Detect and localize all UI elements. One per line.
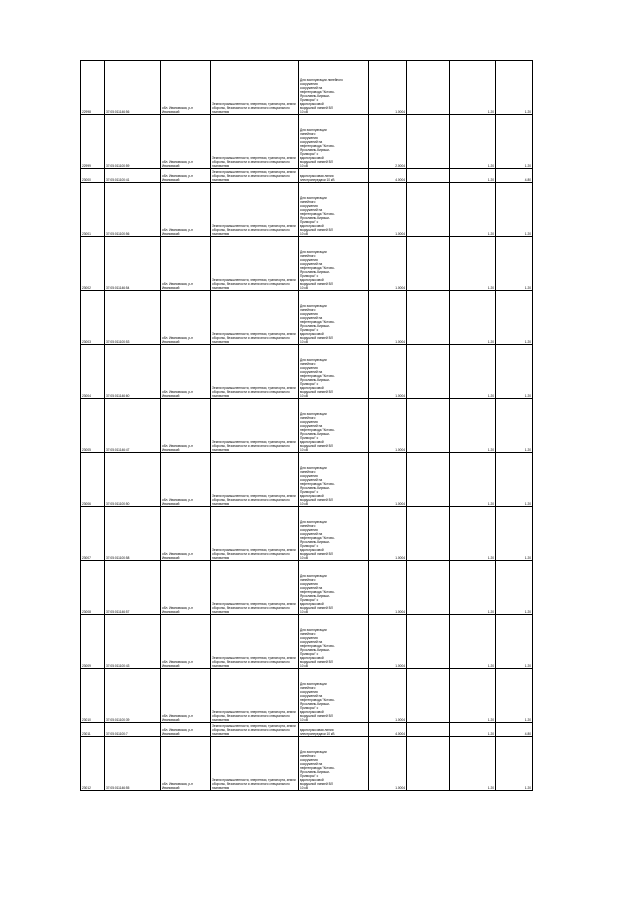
total-value: 1.20 [496, 453, 533, 507]
permitted-use-line: Ярославль-Кириши- [300, 324, 330, 328]
permitted-use [299, 507, 369, 561]
address: обл. Ивановская, р-н Ивановский [161, 723, 211, 737]
permitted-use-line: линейного [300, 632, 316, 636]
empty-cell [407, 169, 450, 183]
permitted-use-line: сооружения [300, 582, 318, 586]
empty-cell [407, 453, 450, 507]
empty-cell [407, 61, 450, 115]
permitted-use-line: воздушной линией ВЛ [300, 606, 333, 610]
table-row [81, 723, 533, 737]
permitted-use-line: Для эксплуатации [300, 520, 327, 524]
permitted-use-line: вдольтрассовой [300, 548, 324, 552]
row-number: 23010 [81, 669, 105, 723]
table-row [81, 237, 533, 291]
permitted-use-line: Для эксплуатации [300, 250, 327, 254]
permitted-use-line: сооружения [300, 136, 318, 140]
cadastral-number: 37:05:011100:58 [105, 507, 161, 561]
permitted-use-line: Ярославль-Кириши- [300, 378, 330, 382]
permitted-use-line: сооружения [300, 636, 318, 640]
permitted-use-line: вдольтрассовой [300, 710, 324, 714]
empty-cell [407, 183, 450, 237]
permitted-use-line: сооружений на [300, 208, 323, 212]
cadastral-number: 37:05:011146:60 [105, 345, 161, 399]
permitted-use-line: воздушной линией ВЛ [300, 714, 333, 718]
permitted-use-line: 10 кВ [300, 448, 308, 452]
area-value: 4.0004 [369, 169, 407, 183]
rate-value: 1.20 [450, 669, 496, 723]
permitted-use-line: сооружений на [300, 86, 323, 90]
permitted-use-line: 10 кВ [300, 164, 308, 168]
permitted-use-line: 10 кВ [300, 610, 308, 614]
cadastral-number: 37:05:011146:56 [105, 61, 161, 115]
address: обл. Ивановская, р-н Ивановский [161, 737, 211, 791]
permitted-use-line: Ярославль-Кириши- [300, 770, 330, 774]
permitted-use-line: сооружений на [300, 262, 323, 266]
permitted-use-line: нефтепровода "Кстово- [300, 590, 335, 594]
permitted-use-line: нефтепровода "Кстово- [300, 482, 335, 486]
permitted-use-line: воздушной линией ВЛ [300, 498, 333, 502]
empty-cell [407, 345, 450, 399]
land-category: Земли промышленности, энергетики, транспорта, земли обороны, безопасности и земли иного специального назначения [211, 507, 299, 561]
cadastral-number: 37:05:011100:53 [105, 291, 161, 345]
area-value: 4.0004 [369, 723, 407, 737]
permitted-use-line: Приморск" с [300, 598, 319, 602]
permitted-use-line: Приморск" с [300, 774, 319, 778]
area-value: 1.0004 [369, 183, 407, 237]
area-value: 1.0004 [369, 61, 407, 115]
permitted-use-line: воздушной линией ВЛ [300, 782, 333, 786]
permitted-use-line: сооружения [300, 474, 318, 478]
land-category: Земли промышленности, энергетики, транспорта, земли обороны, безопасности и земли иного специального назначения [211, 737, 299, 791]
row-number: 22999 [81, 115, 105, 169]
rate-value: 1.20 [450, 737, 496, 791]
table-row [81, 115, 533, 169]
area-value: 1.0004 [369, 669, 407, 723]
permitted-use [299, 615, 369, 669]
permitted-use-line: Ярославль-Кириши- [300, 94, 330, 98]
total-value: 1.20 [496, 561, 533, 615]
address: обл. Ивановская, р-н Ивановский [161, 291, 211, 345]
permitted-use-line: Для эксплуатации линейного [300, 78, 343, 82]
permitted-use-line: нефтепровода "Кстово- [300, 266, 335, 270]
permitted-use-line: сооружения [300, 204, 318, 208]
table-row [81, 399, 533, 453]
permitted-use [299, 561, 369, 615]
permitted-use-line: Ярославль-Кириши- [300, 216, 330, 220]
address: обл. Ивановская, р-н Ивановский [161, 453, 211, 507]
permitted-use-line: воздушной линией ВЛ [300, 160, 333, 164]
land-category: Земли промышленности, энергетики, транспорта, земли обороны, безопасности и земли иного специального назначения [211, 723, 299, 737]
rate-value: 1.20 [450, 615, 496, 669]
row-number: 23005 [81, 399, 105, 453]
permitted-use-line: вдольтрассовой [300, 656, 324, 660]
table-row [81, 345, 533, 399]
cadastral-number: 37:05:011100:50 [105, 453, 161, 507]
table-row [81, 291, 533, 345]
permitted-use-line: Для эксплуатации [300, 466, 327, 470]
permitted-use-line: вдольтрассовой [300, 156, 324, 160]
rate-value: 1.20 [450, 169, 496, 183]
table-row [81, 453, 533, 507]
empty-cell [407, 115, 450, 169]
rate-value: 1.20 [450, 183, 496, 237]
rate-value: 1.20 [450, 453, 496, 507]
permitted-use-line: нефтепровода "Кстово- [300, 536, 335, 540]
rate-value: 1.20 [450, 723, 496, 737]
permitted-use-line: вдольтрассовой [300, 494, 324, 498]
permitted-use-line: нефтепровода "Кстово- [300, 320, 335, 324]
permitted-use-line: вдольтрассовая линия [300, 174, 334, 178]
cadastral-number: 37:05:011100:59 [105, 115, 161, 169]
permitted-use-line: воздушной линией ВЛ [300, 336, 333, 340]
permitted-use-line: сооружений на [300, 532, 323, 536]
permitted-use [299, 737, 369, 791]
permitted-use-line: нефтепровода "Кстово- [300, 90, 335, 94]
permitted-use-line: Приморск" с [300, 490, 319, 494]
permitted-use-line: вдольтрассовой [300, 332, 324, 336]
permitted-use-line: вдольтрассовой [300, 102, 324, 106]
permitted-use-line: Ярославль-Кириши- [300, 270, 330, 274]
permitted-use-line: сооружений на [300, 762, 323, 766]
land-category: Земли промышленности, энергетики, транспорта, земли обороны, безопасности и земли иного специального назначения [211, 453, 299, 507]
total-value: 1.20 [496, 737, 533, 791]
table-row [81, 615, 533, 669]
area-value: 1.0004 [369, 561, 407, 615]
permitted-use-line: линейного [300, 200, 316, 204]
permitted-use-line: воздушной линией ВЛ [300, 390, 333, 394]
permitted-use-line: линейного [300, 754, 316, 758]
permitted-use-line: вдольтрассовой [300, 778, 324, 782]
total-value: 4.80 [496, 723, 533, 737]
permitted-use-line: Для эксплуатации [300, 412, 327, 416]
cadastral-number: 37:05:011146:47 [105, 399, 161, 453]
rate-value: 1.20 [450, 61, 496, 115]
row-number: 23006 [81, 453, 105, 507]
permitted-use-line: сооружений на [300, 478, 323, 482]
permitted-use-line: 10 кВ [300, 232, 308, 236]
permitted-use-line: сооружения [300, 690, 318, 694]
permitted-use-line: вдольтрассовая линия [300, 728, 334, 732]
total-value: 1.20 [496, 615, 533, 669]
permitted-use-line: линейного [300, 254, 316, 258]
empty-cell [407, 561, 450, 615]
row-number: 23001 [81, 183, 105, 237]
permitted-use-line: Для эксплуатации [300, 750, 327, 754]
rate-value: 1.20 [450, 237, 496, 291]
permitted-use-line: Приморск" с [300, 436, 319, 440]
area-value: 1.0004 [369, 237, 407, 291]
total-value: 1.20 [496, 115, 533, 169]
permitted-use-line: линейного [300, 308, 316, 312]
area-value: 1.0004 [369, 507, 407, 561]
permitted-use-line: Приморск" с [300, 220, 319, 224]
permitted-use [299, 169, 369, 183]
permitted-use-line: сооружений на [300, 370, 323, 374]
permitted-use-line: нефтепровода "Кстово- [300, 644, 335, 648]
permitted-use-line: Для эксплуатации [300, 304, 327, 308]
cadastral-number: 37:05:011146:54 [105, 237, 161, 291]
permitted-use-line: воздушной линией ВЛ [300, 106, 333, 110]
permitted-use-line: Ярославль-Кириши- [300, 594, 330, 598]
total-value: 1.20 [496, 291, 533, 345]
permitted-use-line: сооружения [300, 528, 318, 532]
permitted-use-line: Ярославль-Кириши- [300, 486, 330, 490]
cadastral-number: 37:05:011100:7 [105, 723, 161, 737]
permitted-use-line: нефтепровода "Кстово- [300, 698, 335, 702]
total-value: 1.20 [496, 507, 533, 561]
total-value: 1.20 [496, 183, 533, 237]
permitted-use-line: вдольтрассовой [300, 440, 324, 444]
area-value: 1.0004 [369, 291, 407, 345]
address: обл. Ивановская, р-н Ивановский [161, 399, 211, 453]
permitted-use-line: сооружений на [300, 586, 323, 590]
permitted-use-line: Ярославль-Кириши- [300, 648, 330, 652]
permitted-use-line: Ярославль-Кириши- [300, 702, 330, 706]
permitted-use-line: Для эксплуатации [300, 628, 327, 632]
permitted-use [299, 115, 369, 169]
table-row [81, 183, 533, 237]
land-category: Земли промышленности, энергетики, транспорта, земли обороны, безопасности и земли иного специального назначения [211, 169, 299, 183]
total-value: 4.80 [496, 169, 533, 183]
permitted-use-line: Ярославль-Кириши- [300, 432, 330, 436]
row-number: 23003 [81, 291, 105, 345]
permitted-use-line: воздушной линией ВЛ [300, 660, 333, 664]
empty-cell [407, 399, 450, 453]
row-number: 23009 [81, 615, 105, 669]
permitted-use-line: Для эксплуатации [300, 196, 327, 200]
land-category: Земли промышленности, энергетики, транспорта, земли обороны, безопасности и земли иного специального назначения [211, 115, 299, 169]
permitted-use-line: вдольтрассовой [300, 602, 324, 606]
permitted-use-line: 10 кВ [300, 718, 308, 722]
address: обл. Ивановская, р-н Ивановский [161, 61, 211, 115]
permitted-use-line: линейного [300, 132, 316, 136]
land-category: Земли промышленности, энергетики, транспорта, земли обороны, безопасности и земли иного специального назначения [211, 61, 299, 115]
permitted-use-line: Приморск" с [300, 652, 319, 656]
empty-cell [407, 615, 450, 669]
permitted-use-line: Приморск" с [300, 328, 319, 332]
permitted-use-line: сооружений на [300, 316, 323, 320]
permitted-use-line: воздушной линией ВЛ [300, 282, 333, 286]
permitted-use-line: сооружений на [300, 140, 323, 144]
permitted-use-line: нефтепровода "Кстово- [300, 766, 335, 770]
permitted-use-line: линейного [300, 686, 316, 690]
permitted-use-line: 10 кВ [300, 340, 308, 344]
permitted-use-line: линейного [300, 362, 316, 366]
table-row [81, 737, 533, 791]
cadastral-number: 37:05:011100:41 [105, 169, 161, 183]
permitted-use-line: Для эксплуатации [300, 682, 327, 686]
empty-cell [407, 723, 450, 737]
permitted-use-line: 10 кВ [300, 110, 308, 114]
permitted-use [299, 453, 369, 507]
empty-cell [407, 737, 450, 791]
permitted-use-line: Приморск" с [300, 544, 319, 548]
cadastral-number: 37:05:011100:39 [105, 669, 161, 723]
area-value: 1.0004 [369, 615, 407, 669]
area-value: 1.0004 [369, 737, 407, 791]
area-value: 2.0004 [369, 115, 407, 169]
land-category: Земли промышленности, энергетики, транспорта, земли обороны, безопасности и земли иного специального назначения [211, 183, 299, 237]
land-category: Земли промышленности, энергетики, транспорта, земли обороны, безопасности и земли иного специального назначения [211, 669, 299, 723]
empty-cell [407, 291, 450, 345]
permitted-use-line: Приморск" с [300, 706, 319, 710]
address: обл. Ивановская, р-н Ивановский [161, 561, 211, 615]
area-value: 1.0004 [369, 399, 407, 453]
permitted-use-line: Ярославль-Кириши- [300, 148, 330, 152]
permitted-use-line: Ярославль-Кириши- [300, 540, 330, 544]
table-row [81, 669, 533, 723]
table-row [81, 61, 533, 115]
cadastral-number: 37:05:011100:56 [105, 183, 161, 237]
permitted-use-line: воздушной линией ВЛ [300, 228, 333, 232]
permitted-use-line: 10 кВ [300, 286, 308, 290]
cadastral-number: 37:05:011100:43 [105, 615, 161, 669]
total-value: 1.20 [496, 61, 533, 115]
permitted-use-line: нефтепровода "Кстово- [300, 374, 335, 378]
permitted-use-line: Для эксплуатации [300, 574, 327, 578]
permitted-use-line: сооружений на [300, 694, 323, 698]
permitted-use-line: Приморск" с [300, 98, 319, 102]
permitted-use [299, 291, 369, 345]
row-number: 23008 [81, 561, 105, 615]
permitted-use-line: сооружения [300, 82, 318, 86]
area-value: 1.0004 [369, 345, 407, 399]
permitted-use-line: сооружения [300, 312, 318, 316]
permitted-use [299, 183, 369, 237]
permitted-use [299, 399, 369, 453]
permitted-use-line: 10 кВ [300, 502, 308, 506]
empty-cell [407, 669, 450, 723]
permitted-use-line: Приморск" с [300, 382, 319, 386]
permitted-use-line: сооружения [300, 366, 318, 370]
address: обл. Ивановская, р-н Ивановский [161, 115, 211, 169]
permitted-use [299, 723, 369, 737]
permitted-use-line: линейного [300, 578, 316, 582]
permitted-use-line: вдольтрассовой [300, 224, 324, 228]
land-category: Земли промышленности, энергетики, транспорта, земли обороны, безопасности и земли иного специального назначения [211, 561, 299, 615]
row-number: 23000 [81, 169, 105, 183]
permitted-use-line: линейного [300, 524, 316, 528]
table-row [81, 507, 533, 561]
address: обл. Ивановская, р-н Ивановский [161, 615, 211, 669]
permitted-use-line: нефтепровода "Кстово- [300, 212, 335, 216]
permitted-use-line: Приморск" с [300, 274, 319, 278]
permitted-use-line: сооружений на [300, 424, 323, 428]
permitted-use-line: 10 кВ [300, 394, 308, 398]
permitted-use-line: вдольтрассовой [300, 386, 324, 390]
permitted-use-line: 10 кВ [300, 664, 308, 668]
rate-value: 1.20 [450, 561, 496, 615]
address: обл. Ивановская, р-н Ивановский [161, 507, 211, 561]
permitted-use-line: линейного [300, 470, 316, 474]
row-number: 23002 [81, 237, 105, 291]
row-number: 23007 [81, 507, 105, 561]
rate-value: 1.20 [450, 291, 496, 345]
permitted-use-line: воздушной линией ВЛ [300, 444, 333, 448]
land-category: Земли промышленности, энергетики, транспорта, земли обороны, безопасности и земли иного специального назначения [211, 399, 299, 453]
total-value: 1.20 [496, 345, 533, 399]
address: обл. Ивановская, р-н Ивановский [161, 183, 211, 237]
permitted-use-line: воздушной линией ВЛ [300, 552, 333, 556]
land-category: Земли промышленности, энергетики, транспорта, земли обороны, безопасности и земли иного специального назначения [211, 615, 299, 669]
permitted-use-line: нефтепровода "Кстово- [300, 144, 335, 148]
table-row [81, 561, 533, 615]
empty-cell [407, 237, 450, 291]
address: обл. Ивановская, р-н Ивановский [161, 345, 211, 399]
land-category: Земли промышленности, энергетики, транспорта, земли обороны, безопасности и земли иного специального назначения [211, 345, 299, 399]
cadastral-number: 37:05:011146:55 [105, 737, 161, 791]
permitted-use-line: 10 кВ [300, 786, 308, 790]
permitted-use-line: Приморск" с [300, 152, 319, 156]
permitted-use-line: электропередачи 10 кВ [300, 178, 335, 182]
row-number: 23012 [81, 737, 105, 791]
total-value: 1.20 [496, 669, 533, 723]
cadastral-number: 37:05:011146:57 [105, 561, 161, 615]
table-row [81, 169, 533, 183]
rate-value: 1.20 [450, 399, 496, 453]
rate-value: 1.20 [450, 345, 496, 399]
total-value: 1.20 [496, 237, 533, 291]
permitted-use-line: сооружения [300, 420, 318, 424]
land-plots-table [80, 60, 533, 791]
permitted-use-line: сооружения [300, 758, 318, 762]
land-category: Земли промышленности, энергетики, транспорта, земли обороны, безопасности и земли иного специального назначения [211, 291, 299, 345]
row-number: 23004 [81, 345, 105, 399]
permitted-use-line: 10 кВ [300, 556, 308, 560]
address: обл. Ивановская, р-н Ивановский [161, 169, 211, 183]
permitted-use [299, 61, 369, 115]
permitted-use [299, 345, 369, 399]
permitted-use-line: Для эксплуатации [300, 128, 327, 132]
rate-value: 1.20 [450, 115, 496, 169]
permitted-use-line: электропередачи 10 кВ [300, 732, 335, 736]
area-value: 1.0004 [369, 453, 407, 507]
rate-value: 1.20 [450, 507, 496, 561]
permitted-use [299, 237, 369, 291]
permitted-use-line: сооружения [300, 258, 318, 262]
total-value: 1.20 [496, 399, 533, 453]
land-category: Земли промышленности, энергетики, транспорта, земли обороны, безопасности и земли иного специального назначения [211, 237, 299, 291]
empty-cell [407, 507, 450, 561]
permitted-use-line: Для эксплуатации [300, 358, 327, 362]
row-number: 22998 [81, 61, 105, 115]
row-number: 23011 [81, 723, 105, 737]
permitted-use-line: линейного [300, 416, 316, 420]
permitted-use-line: сооружений на [300, 640, 323, 644]
permitted-use [299, 669, 369, 723]
address: обл. Ивановская, р-н Ивановский [161, 669, 211, 723]
permitted-use-line: нефтепровода "Кстово- [300, 428, 335, 432]
address: обл. Ивановская, р-н Ивановский [161, 237, 211, 291]
permitted-use-line: вдольтрассовой [300, 278, 324, 282]
